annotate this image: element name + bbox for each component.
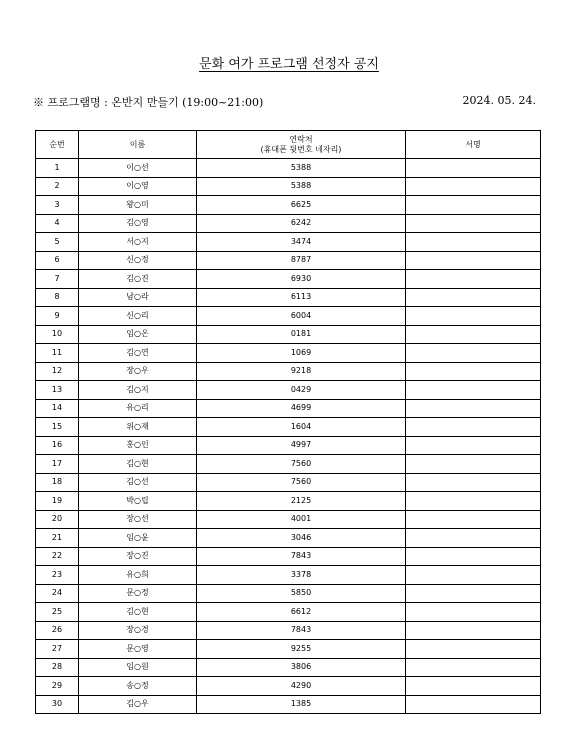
row-contact: 8787: [197, 251, 406, 270]
row-number: 12: [36, 362, 79, 381]
row-signature-cell[interactable]: [406, 344, 541, 363]
table-row: [36, 177, 541, 196]
row-signature-cell[interactable]: [406, 547, 541, 566]
row-number: 15: [36, 418, 79, 437]
row-name: 송○정: [79, 677, 197, 696]
row-name: 김○현: [79, 455, 197, 474]
table-row: [36, 270, 541, 289]
table-row: [36, 677, 541, 696]
row-contact: 7843: [197, 547, 406, 566]
row-contact: 6612: [197, 603, 406, 622]
program-name: ※ 프로그램명 : 온반지 만들기 (19:00~21:00): [33, 96, 264, 109]
row-contact: 6242: [197, 214, 406, 233]
row-contact: 0181: [197, 325, 406, 344]
row-number: 5: [36, 233, 79, 252]
table-row: [36, 233, 541, 252]
row-number: 8: [36, 288, 79, 307]
row-name: 홍○인: [79, 436, 197, 455]
row-name: 김○현: [79, 603, 197, 622]
row-contact: 6930: [197, 270, 406, 289]
row-signature-cell[interactable]: [406, 270, 541, 289]
row-contact: 0429: [197, 381, 406, 400]
row-number: 30: [36, 695, 79, 714]
row-signature-cell[interactable]: [406, 288, 541, 307]
row-signature-cell[interactable]: [406, 214, 541, 233]
table-row: [36, 381, 541, 400]
row-signature-cell[interactable]: [406, 566, 541, 585]
row-signature-cell[interactable]: [406, 658, 541, 677]
row-contact: 6625: [197, 196, 406, 215]
row-name: 남○라: [79, 288, 197, 307]
row-number: 4: [36, 214, 79, 233]
row-contact: 9218: [197, 362, 406, 381]
table-row: [36, 695, 541, 714]
row-contact: 5388: [197, 159, 406, 178]
row-signature-cell[interactable]: [406, 418, 541, 437]
table-row: [36, 621, 541, 640]
row-number: 19: [36, 492, 79, 511]
row-name: 김○지: [79, 381, 197, 400]
row-contact: 4001: [197, 510, 406, 529]
table-row: [36, 399, 541, 418]
row-number: 17: [36, 455, 79, 474]
notice-date: 2024. 05. 24.: [462, 94, 536, 107]
row-number: 20: [36, 510, 79, 529]
row-signature-cell[interactable]: [406, 510, 541, 529]
row-signature-cell[interactable]: [406, 621, 541, 640]
row-number: 29: [36, 677, 79, 696]
row-signature-cell[interactable]: [406, 455, 541, 474]
row-number: 6: [36, 251, 79, 270]
row-name: 박○립: [79, 492, 197, 511]
table-row: [36, 492, 541, 511]
table-row: [36, 214, 541, 233]
row-number: 24: [36, 584, 79, 603]
row-signature-cell[interactable]: [406, 159, 541, 178]
table-row: [36, 529, 541, 548]
program-info: [33, 94, 536, 110]
row-contact: 3474: [197, 233, 406, 252]
row-number: 2: [36, 177, 79, 196]
row-contact: 9255: [197, 640, 406, 659]
row-contact: 1069: [197, 344, 406, 363]
row-number: 26: [36, 621, 79, 640]
row-signature-cell[interactable]: [406, 307, 541, 326]
row-name: 장○선: [79, 510, 197, 529]
row-name: 장○경: [79, 621, 197, 640]
table-row: [36, 584, 541, 603]
row-number: 16: [36, 436, 79, 455]
row-contact: 3046: [197, 529, 406, 548]
table-row: [36, 325, 541, 344]
header-contact-line1: 연락처: [289, 134, 313, 144]
row-signature-cell[interactable]: [406, 640, 541, 659]
row-contact: 5850: [197, 584, 406, 603]
table-row: [36, 159, 541, 178]
row-name: 김○영: [79, 214, 197, 233]
participants-table: [35, 130, 541, 714]
row-contact: 3378: [197, 566, 406, 585]
header-contact-line2: (휴대폰 뒷번호 네자리): [260, 144, 342, 154]
row-name: 이○영: [79, 177, 197, 196]
row-name: 왕○미: [79, 196, 197, 215]
row-signature-cell[interactable]: [406, 492, 541, 511]
table-row: [36, 547, 541, 566]
row-name: 김○진: [79, 270, 197, 289]
row-signature-cell[interactable]: [406, 381, 541, 400]
row-contact: 1385: [197, 695, 406, 714]
table-row: [36, 473, 541, 492]
row-contact: 5388: [197, 177, 406, 196]
header-name: 이름: [79, 131, 197, 159]
row-number: 21: [36, 529, 79, 548]
row-name: 이○선: [79, 159, 197, 178]
row-signature-cell[interactable]: [406, 584, 541, 603]
row-signature-cell[interactable]: [406, 362, 541, 381]
row-contact: 4699: [197, 399, 406, 418]
table-row: [36, 362, 541, 381]
table-row: [36, 307, 541, 326]
row-signature-cell[interactable]: [406, 529, 541, 548]
row-number: 11: [36, 344, 79, 363]
table-header-row: [36, 131, 541, 159]
row-name: 위○재: [79, 418, 197, 437]
row-contact: 7560: [197, 473, 406, 492]
row-signature-cell[interactable]: [406, 251, 541, 270]
row-number: 3: [36, 196, 79, 215]
row-contact: 7843: [197, 621, 406, 640]
table-row: [36, 658, 541, 677]
row-contact: 2125: [197, 492, 406, 511]
row-contact: 7560: [197, 455, 406, 474]
row-name: 유○리: [79, 399, 197, 418]
row-contact: 6113: [197, 288, 406, 307]
row-contact: 4997: [197, 436, 406, 455]
row-name: 김○연: [79, 344, 197, 363]
row-name: 임○온: [79, 325, 197, 344]
row-number: 7: [36, 270, 79, 289]
table-row: [36, 418, 541, 437]
table-row: [36, 640, 541, 659]
table-row: [36, 455, 541, 474]
table-row: [36, 251, 541, 270]
table-body: [36, 159, 541, 714]
row-name: 장○진: [79, 547, 197, 566]
table-row: [36, 603, 541, 622]
row-signature-cell[interactable]: [406, 196, 541, 215]
row-name: 임○윤: [79, 529, 197, 548]
row-number: 25: [36, 603, 79, 622]
row-signature-cell[interactable]: [406, 233, 541, 252]
header-number: 순번: [36, 131, 79, 159]
row-number: 22: [36, 547, 79, 566]
table-row: [36, 436, 541, 455]
row-contact: 6004: [197, 307, 406, 326]
table-row: [36, 196, 541, 215]
row-name: 서○지: [79, 233, 197, 252]
row-name: 장○우: [79, 362, 197, 381]
row-number: 23: [36, 566, 79, 585]
row-signature-cell[interactable]: [406, 473, 541, 492]
row-signature-cell[interactable]: [406, 399, 541, 418]
header-contact: [197, 131, 406, 159]
document-title: [0, 53, 578, 72]
row-number: 14: [36, 399, 79, 418]
row-number: 27: [36, 640, 79, 659]
row-name: 문○정: [79, 584, 197, 603]
table-row: [36, 344, 541, 363]
row-number: 13: [36, 381, 79, 400]
row-name: 김○선: [79, 473, 197, 492]
row-number: 28: [36, 658, 79, 677]
row-name: 신○리: [79, 307, 197, 326]
row-signature-cell[interactable]: [406, 695, 541, 714]
row-number: 9: [36, 307, 79, 326]
table-row: [36, 566, 541, 585]
row-signature-cell[interactable]: [406, 436, 541, 455]
row-signature-cell[interactable]: [406, 325, 541, 344]
row-contact: 3806: [197, 658, 406, 677]
row-contact: 1604: [197, 418, 406, 437]
row-contact: 4290: [197, 677, 406, 696]
row-number: 10: [36, 325, 79, 344]
row-name: 김○우: [79, 695, 197, 714]
header-signature: 서명: [406, 131, 541, 159]
table-row: [36, 288, 541, 307]
row-name: 신○정: [79, 251, 197, 270]
row-name: 유○희: [79, 566, 197, 585]
row-name: 문○영: [79, 640, 197, 659]
document-title-text: 문화 여가 프로그램 선정자 공지: [199, 57, 379, 72]
row-number: 18: [36, 473, 79, 492]
row-number: 1: [36, 159, 79, 178]
row-name: 임○원: [79, 658, 197, 677]
table-row: [36, 510, 541, 529]
row-signature-cell[interactable]: [406, 177, 541, 196]
row-signature-cell[interactable]: [406, 677, 541, 696]
row-signature-cell[interactable]: [406, 603, 541, 622]
